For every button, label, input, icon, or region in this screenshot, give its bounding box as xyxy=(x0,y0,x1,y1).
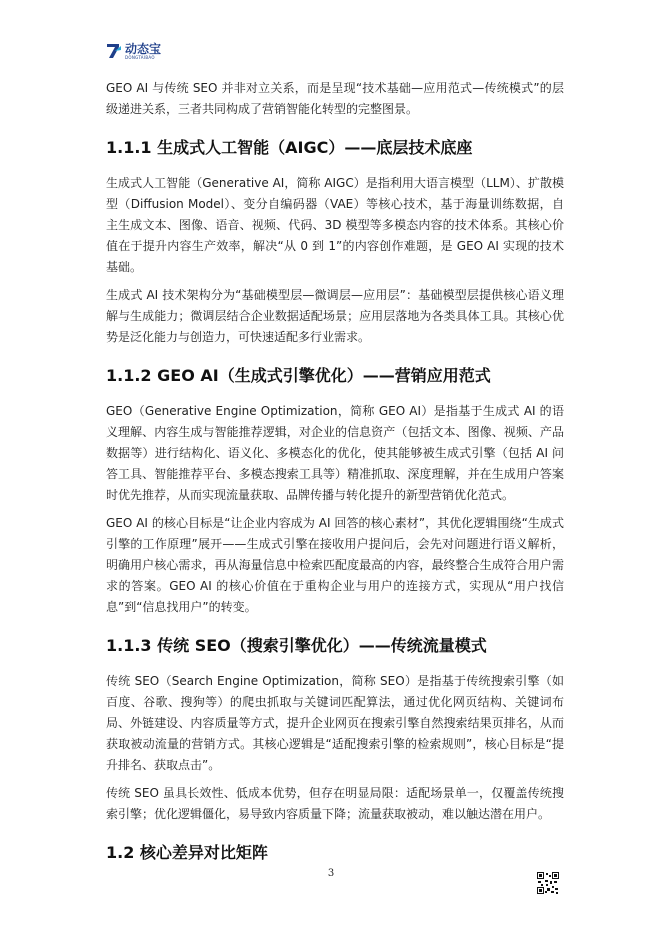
section-1-1-1-heading: 1.1.1 生成式人工智能（AIGC）——底层技术底座 xyxy=(106,138,473,157)
dongtaibao-logo-icon xyxy=(106,42,122,60)
section-1-1-2-heading: 1.1.2 GEO AI（生成式引擎优化）——营销应用范式 xyxy=(106,366,491,385)
section-1-1-3-heading: 1.1.3 传统 SEO（搜索引擎优化）——传统流量模式 xyxy=(106,636,487,655)
section-1-1-3-paragraph-1: 传统 SEO（Search Engine Optimization，简称 SEO）是指基于传统搜索引擎（如百度、谷歌、搜狗等）的爬虫抓取与关键词匹配算法，通过优化网页结构、关键词布局、外链建设、内容质量等方式，提升企业网页在搜索引擎自然搜索结果页排名，从而获取被动流量的营销方式。其核心逻辑是“适配搜索引擎的检索规则”，核心目标是“提升排名、获取点击”。 xyxy=(106,674,564,772)
section-1-1-3-paragraph-2: 传统 SEO 虽具长效性、低成本优势，但存在明显局限：适配场景单一，仅覆盖传统搜索引擎；优化逻辑僵化，易导致内容质量下降；流量获取被动，难以触达潜在用户。 xyxy=(106,786,564,821)
section-1-1-2-paragraph-2: GEO AI 的核心目标是“让企业内容成为 AI 回答的核心素材”，其优化逻辑围绕“生成式引擎的工作原理”展开——生成式引擎在接收用户提问后，会先对问题进行语义解析，明确用户核心需求，再从海量信息中检索匹配度最高的内容，最终整合生成符合用户需求的答案。GEO AI 的核心价值在于重构企业与用户的连接方式，实现从“用户找信息”到“信息找用户”的转变。 xyxy=(106,516,564,614)
page-number: 3 xyxy=(327,868,335,879)
section-1-1-1-paragraph-1: 生成式人工智能（Generative AI，简称 AIGC）是指利用大语言模型（LLM）、扩散模型（Diffusion Model）、变分自编码器（VAE）等核心技术，基于海量训练数据，自主生成文本、图像、语音、视频、代码、3D 模型等多模态内容的技术体系。其核心价值在于提升内容生产效率，解决“从 0 到 1”的内容创作难题，是 GEO AI 实现的技术基础。 xyxy=(106,176,564,274)
logo-name-en: DONGTAIBAO xyxy=(125,54,155,60)
qr-code-icon xyxy=(537,872,559,894)
section-1-1-2-paragraph-1: GEO（Generative Engine Optimization，简称 GEO AI）是指基于生成式 AI 的语义理解、内容生成与智能推荐逻辑，对企业的信息资产（包括文本、图像、视频、产品数据等）进行结构化、语义化、多模态化的优化，使其能够被生成式引擎（包括 AI 问答工具、智能推荐平台、多模态搜索工具等）精准抓取、深度理解，并在生成用户答案时优先推荐，从而实现流量获取、品牌传播与转化提升的新型营销优化范式。 xyxy=(106,404,564,502)
section-1-2-heading: 1.2 核心差异对比矩阵 xyxy=(106,843,268,862)
document-body xyxy=(106,78,564,878)
section-1-1-1-paragraph-2: 生成式 AI 技术架构分为“基础模型层—微调层—应用层”：基础模型层提供核心语义理解与生成能力；微调层结合企业数据适配场景；应用层落地为各类具体工具。其核心优势是泛化能力与创造力，可快速适配多行业需求。 xyxy=(106,288,564,344)
intro-paragraph: GEO AI 与传统 SEO 并非对立关系，而是呈现“技术基础—应用范式—传统模式”的层级递进关系，三者共同构成了营销智能化转型的完整图景。 xyxy=(106,81,564,116)
brand-logo xyxy=(106,42,161,60)
logo-name-cn: 动态宝 xyxy=(125,41,162,56)
